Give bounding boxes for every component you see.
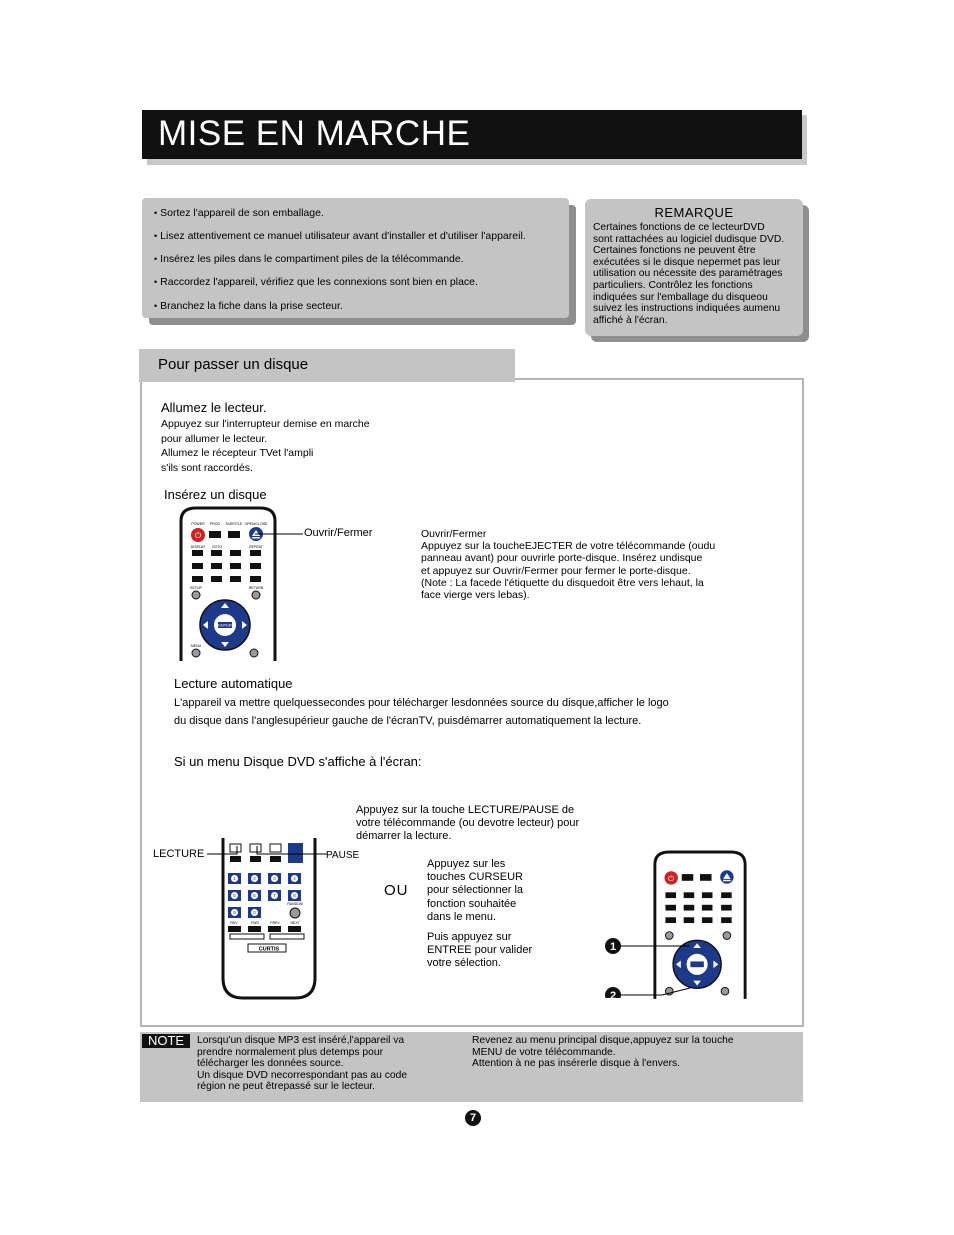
note-right-text: Revenez au menu principal disque,appuyez sur la touche MENU de votre télécommande. Attention à ne pas insérerle disque à l'envers. <box>472 1035 734 1070</box>
svg-text:2: 2 <box>253 876 256 881</box>
svg-text:NEXT: NEXT <box>290 921 300 925</box>
insert-heading: Insérez un disque <box>164 487 267 502</box>
svg-text:7: 7 <box>273 893 276 898</box>
callout-lines-play-pause <box>207 842 329 860</box>
svg-text:9: 9 <box>233 910 236 915</box>
insert-text: Ouvrir/Fermer Appuyez sur la toucheEJECTER de votre télécommande (oudu panneau avant) pour ouvrirle porte-disque. Insérez undisque et appuyez sur Ouvrir/Fermer pour fermer le porte-disque. (Note : La facede l'étiquette du disquedoit être vers lehaut, la face vierge vers lebas). <box>421 528 716 602</box>
section-title: Pour passer un disque <box>158 356 309 373</box>
play-pause-text: Appuyez sur la touche LECTURE/PAUSE de votre télécommande (ou devotre lecteur) pour démarrer la lecture. <box>356 804 580 842</box>
svg-text:8: 8 <box>293 893 296 898</box>
svg-text:2: 2 <box>609 990 617 998</box>
svg-text:ENTER: ENTER <box>218 622 232 628</box>
svg-text:0: 0 <box>253 910 256 915</box>
svg-text:1: 1 <box>609 941 617 953</box>
menu-heading: Si un menu Disque DVD s'affiche à l'écran: <box>174 754 422 769</box>
svg-text:⏻: ⏻ <box>668 873 675 883</box>
svg-text:PREV: PREV <box>270 921 280 925</box>
svg-text:REV: REV <box>230 921 238 925</box>
callout-lecture: LECTURE <box>153 848 205 860</box>
enter-text: Puis appuyez sur ENTREE pour valider votre sélection. <box>427 931 533 970</box>
intro-item: • Sortez l'appareil de son emballage. <box>154 207 324 219</box>
callout-open-close: Ouvrir/Fermer <box>304 527 373 539</box>
svg-text:OPEN/CLOSE: OPEN/CLOSE <box>244 522 268 526</box>
remark-title: REMARQUE <box>654 205 734 220</box>
svg-text:GOTO: GOTO <box>211 545 223 549</box>
svg-text:DISPLAY: DISPLAY <box>190 545 206 549</box>
svg-text:PROG: PROG <box>209 522 221 526</box>
remote-control-bottom <box>220 838 318 1000</box>
intro-item: • Lisez attentivement ce manuel utilisateur avant d'installer et d'utiliser l'appareil. <box>154 230 526 242</box>
callout-pause: PAUSE <box>326 850 360 861</box>
page-number: 7 <box>465 1110 481 1126</box>
svg-text:6: 6 <box>253 893 256 898</box>
svg-text:SETUP: SETUP <box>190 586 202 590</box>
svg-text:4: 4 <box>293 876 296 881</box>
note-badge: NOTE <box>142 1034 190 1048</box>
svg-text:POWER: POWER <box>191 522 205 526</box>
svg-text:RANDOM: RANDOM <box>287 902 303 906</box>
auto-text-line: L'appareil va mettre quelquessecondes pour télécharger lesdonnées source du disque,afficher le logo <box>174 697 669 709</box>
svg-text:RETURN: RETURN <box>248 586 264 590</box>
svg-text:MENU: MENU <box>190 644 202 648</box>
power-heading: Allumez le lecteur. <box>161 400 267 415</box>
cursor-text: Appuyez sur les touches CURSEUR pour sélectionner la fonction souhaitée dans le menu. <box>427 858 524 923</box>
auto-heading: Lecture automatique <box>174 676 293 691</box>
marker-pointers <box>604 936 704 998</box>
svg-text:5: 5 <box>233 893 236 898</box>
svg-text:FWD: FWD <box>251 921 259 925</box>
intro-item: • Raccordez l'appareil, vérifiez que les connexions sont bien en place. <box>154 276 478 288</box>
svg-text:REPEAT: REPEAT <box>249 545 263 549</box>
callout-line-open <box>255 530 305 538</box>
brand-logo: CURTIS <box>258 946 280 953</box>
note-left-text: Lorsqu'un disque MP3 est inséré,l'appareil va prendre normalement plus detemps pour télécharger les données source. Un disque DVD necorrespondant pas au code région ne peut êtrepassé sur le lecteur. <box>197 1035 408 1093</box>
intro-item: • Branchez la fiche dans la prise secteur. <box>154 300 343 312</box>
auto-text-line: du disque dans l'anglesupérieur gauche de l'écranTV, puisdémarrer automatiquement la lecture. <box>174 715 642 727</box>
intro-item: • Insérez les piles dans le compartiment piles de la télécommande. <box>154 253 464 265</box>
svg-text:1: 1 <box>233 876 236 881</box>
svg-text:3: 3 <box>273 876 276 881</box>
remote-control-top <box>178 505 278 661</box>
remark-text: Certaines fonctions de ce lecteurDVD sont rattachées au logiciel dudisque DVD. Certaines fonctions ne peuvent être exécutées si le disque nepermet pas leur utilisation ou nécessite des paramétrages particuliers. Contrôlez les fonctions indiquées sur l'emballage du disqueou suivez les instructions indiquées aumenu affiché à l'écran. <box>593 222 785 326</box>
page-title: MISE EN MARCHE <box>158 114 471 153</box>
or-label: OU <box>384 882 409 899</box>
svg-text:SUBTITLE: SUBTITLE <box>225 522 243 526</box>
power-text: Appuyez sur l'interrupteur demise en marche pour allumer le lecteur. Allumez le récepteur TVet l'ampli s'ils sont raccordés. <box>161 418 370 474</box>
svg-text:⏻: ⏻ <box>194 531 202 540</box>
